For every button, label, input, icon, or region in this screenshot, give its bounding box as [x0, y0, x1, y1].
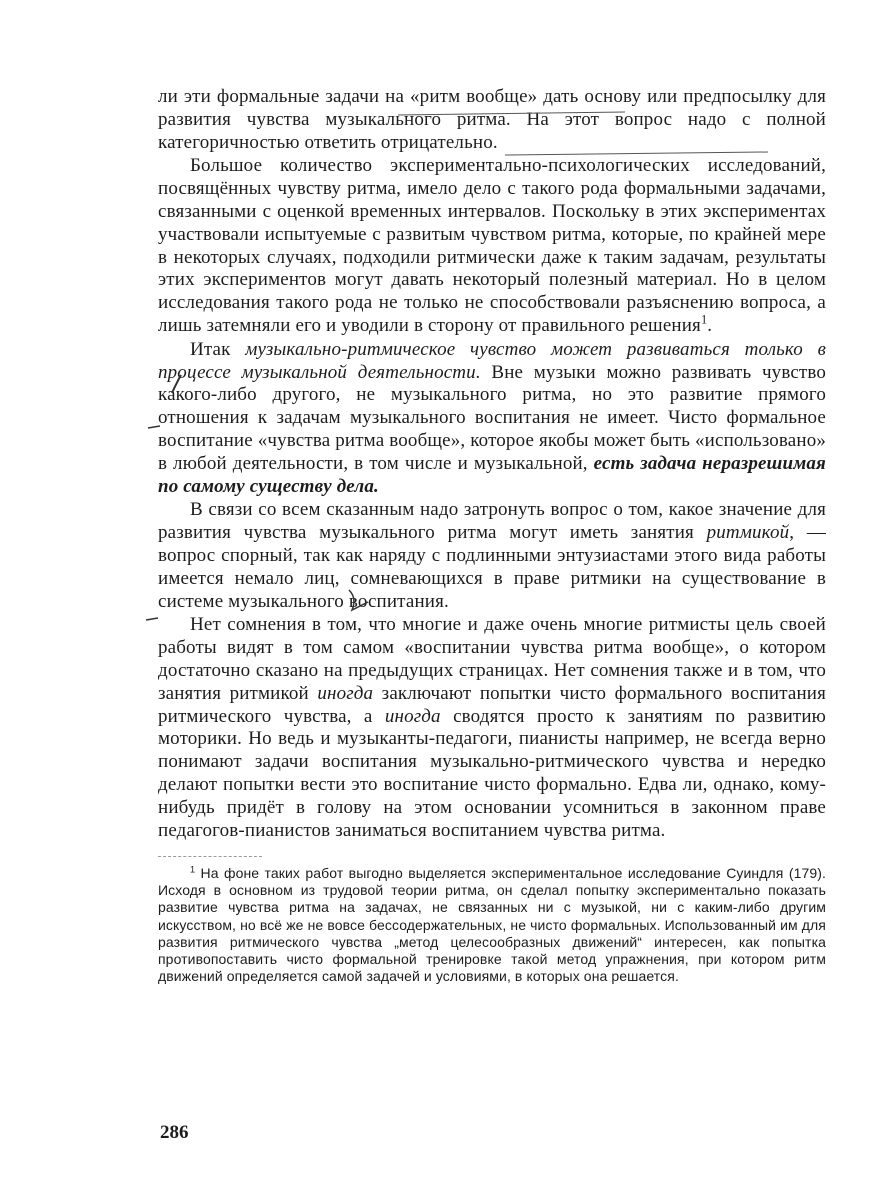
footnote — [158, 865, 826, 985]
paragraph — [158, 614, 826, 842]
emphasis-text: есть задача неразрешимая по самому существу дела. — [158, 452, 826, 497]
text-run: Вне музыки можно развивать чувство какого-либо другого, не музыкального ритма, но это развитие прямого отношения к задачам музыкального воспитания не имеет. Чисто формальное воспитание «чувства ритма вообще», которое якобы может быть «использовано» в любой деятельности, в том числе и музыкальной, — [158, 361, 827, 474]
text-run: Нет сомнения в том, что многие и даже очень многие ритмисты цель своей работы видят в том самом «воспитании чувства ритма вообще», о котором достаточно сказано на предыдущих страницах. Нет сомнения также и в том, что занятия ритмикой — [158, 614, 826, 704]
pencil-margin-mark — [146, 618, 158, 620]
emphasis-text: иногда — [384, 705, 441, 727]
emphasis-text: ритмикой — [706, 522, 790, 544]
paragraph — [158, 339, 826, 499]
text-run: Итак — [190, 338, 246, 360]
main-text — [158, 86, 826, 842]
text-run: ли эти формальные задачи на «ритм вообще» дать основу или предпосылку для развития чувства музыкального ритма. На этот вопрос надо с полной категоричностью ответить отрицательно. — [158, 86, 826, 153]
text-run: сводятся просто к занятиям по развитию моторики. Но ведь и музыканты-педагоги, пианисты например, не всегда верно понимают задачи воспитания музыкально-ритмического чувства и нередко делают попытки вести это воспитание чисто формально. Едва ли, однако, кому-нибудь придёт в голову на этом основании усомниться в законном праве педагогов-пианистов заниматься воспитанием чувства ритма. — [158, 705, 826, 841]
paragraph — [158, 86, 826, 154]
footnote-marker: 1 — [190, 864, 196, 875]
paragraph — [158, 499, 826, 613]
footnote-divider — [158, 856, 262, 857]
text-run: На фоне таких работ выгодно выделяется экспериментальное исследование Суиндля (179). Исходя в основном из трудовой теории ритма, он сделал попытку экспериментально показать развитие чувства ритма на задачах, не связанных ни с музыкой, ни с каким-либо другим искусством, но всё же не вовсе бессодержательных, не чисто формальных. Использованный им для развития ритмического чувства „метод целесообразных движений“ интересен, как попытка противопоставить чисто формальной тренировке такой метод упражнения, при котором ритм движений определяется самой задачей и условиями, в которых она решается. — [158, 865, 826, 984]
paragraph — [158, 155, 826, 337]
footnote-marker: 1 — [700, 312, 708, 327]
emphasis-text: музыкально-ритмическое чувство может развиваться только в процессе музыкальной деятельности. — [158, 338, 826, 383]
page-body — [158, 86, 826, 985]
text-run: , — вопрос спорный, так как наряду с подлинными энтузиастами этого вида работы имеется немало лиц, сомневающихся в праве ритмики на существование в системе музыкального воспитания. — [158, 522, 826, 612]
text-run: заключают попытки чисто формального воспитания ритмического чувства, а — [158, 682, 826, 727]
text-run: . — [707, 314, 713, 336]
text-run: Большое количество экспериментально-психологических исследований, посвящённых чувству ритма, имело дело с такого рода формальными задачами, связанными с оценкой временных интервалов. Поскольку в этих экспериментах участвовали испытуемые с развитым чувством ритма, которые, по крайней мере в некоторых случаях, подходили ритмически даже к таким задачам, результаты этих экспериментов могут давать некоторый полезный материал. Но в целом исследования такого рода не только не способствовали разъяснению вопроса, а лишь затемняли его и уводили в сторону от правильного решения — [158, 155, 826, 336]
text-run: В связи со всем сказанным надо затронуть вопрос о том, какое значение для развития чувства музыкального ритма могут иметь занятия — [158, 499, 826, 544]
emphasis-text: иногда — [317, 682, 374, 704]
page-number: 286 — [160, 1122, 189, 1143]
